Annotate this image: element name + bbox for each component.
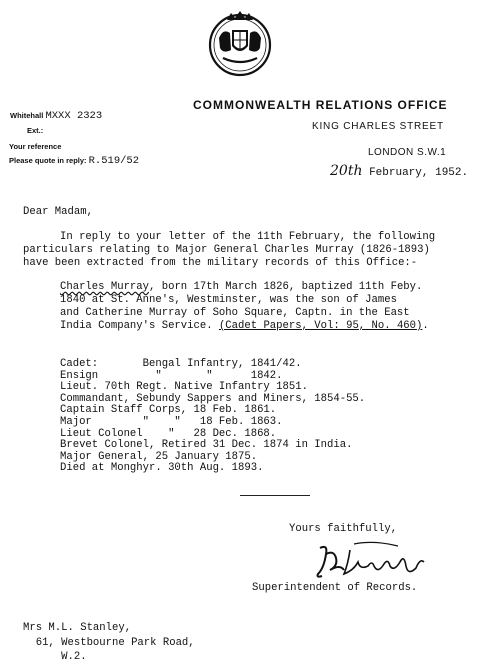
your-reference-label: Your reference xyxy=(9,142,62,151)
handwritten-day: 20th xyxy=(330,163,363,179)
royal-crest-emblem xyxy=(205,8,275,78)
service-record-item: Cadet: Bengal Infantry, 1841/42. xyxy=(60,358,302,370)
whitehall-line: Whitehall MXXX 2323 xyxy=(10,110,103,122)
service-record-item: Died at Monghyr. 30th Aug. 1893. xyxy=(60,462,264,475)
signatory-role: Superintendent of Records. xyxy=(252,582,418,594)
address-line: 61, Westbourne Park Road, xyxy=(23,636,195,649)
recipient-address xyxy=(23,621,195,665)
paragraph-2-line-4: India Company's Service. (Cadet Papers, Vol: 95, No. 460). xyxy=(60,320,429,332)
service-record-item: Major " " 18 Feb. 1863. xyxy=(60,415,283,428)
service-record-item: Major General, 25 January 1875. xyxy=(60,450,258,463)
service-record-item: Brevet Colonel, Retired 31 Dec. 1874 in India. xyxy=(60,439,353,452)
handwritten-signature xyxy=(314,540,434,584)
subject-name: Charles Murray xyxy=(60,281,150,293)
paragraph-2-line-1: Charles Murray, born 17th March 1826, baptized 11th Feby. xyxy=(60,281,423,293)
separator-rule xyxy=(240,495,310,496)
office-title: COMMONWEALTH RELATIONS OFFICE xyxy=(193,98,448,112)
paragraph-1-line-1: In reply to your letter of the 11th February, the following xyxy=(60,231,436,243)
service-record-item: Commandant, Sebundy Sappers and Miners, 1854-55. xyxy=(60,392,366,405)
ext-label: Ext.: xyxy=(27,126,44,135)
city-postcode: LONDON S.W.1 xyxy=(368,147,447,158)
service-record-item: Captain Staff Corps, 18 Feb. 1861. xyxy=(60,404,277,417)
closing: Yours faithfully, xyxy=(289,523,398,535)
quote-reference-line: Please quote in reply: R.519/52 xyxy=(9,155,140,167)
paragraph-2-line-3: and Catherine Murray of Soho Square, Captn. in the East xyxy=(60,307,410,319)
cadet-papers-citation: (Cadet Papers, Vol: 95, No. 460) xyxy=(218,320,423,332)
service-record-item: Lieut Colonel " 28 Dec. 1868. xyxy=(60,427,277,440)
paragraph-1-line-2: particulars relating to Major General Charles Murray (1826-1893) xyxy=(23,244,430,256)
letter-date: 20th February, 1952. xyxy=(330,163,469,179)
service-record-item: Ensign " " 1842. xyxy=(60,369,283,382)
address-line: W.2. xyxy=(23,651,87,663)
salutation: Dear Madam, xyxy=(23,206,93,218)
service-record-item: Lieut. 70th Regt. Native Infantry 1851. xyxy=(60,381,308,394)
paragraph-2-line-2: 1840 at St. Anne's, Westminster, was the son of James xyxy=(60,294,397,306)
paragraph-1-line-3: have been extracted from the military records of this Office:- xyxy=(23,257,418,269)
address-line: Mrs M.L. Stanley, xyxy=(23,622,132,634)
service-record-list xyxy=(60,359,365,475)
street-name: KING CHARLES STREET xyxy=(312,121,444,132)
